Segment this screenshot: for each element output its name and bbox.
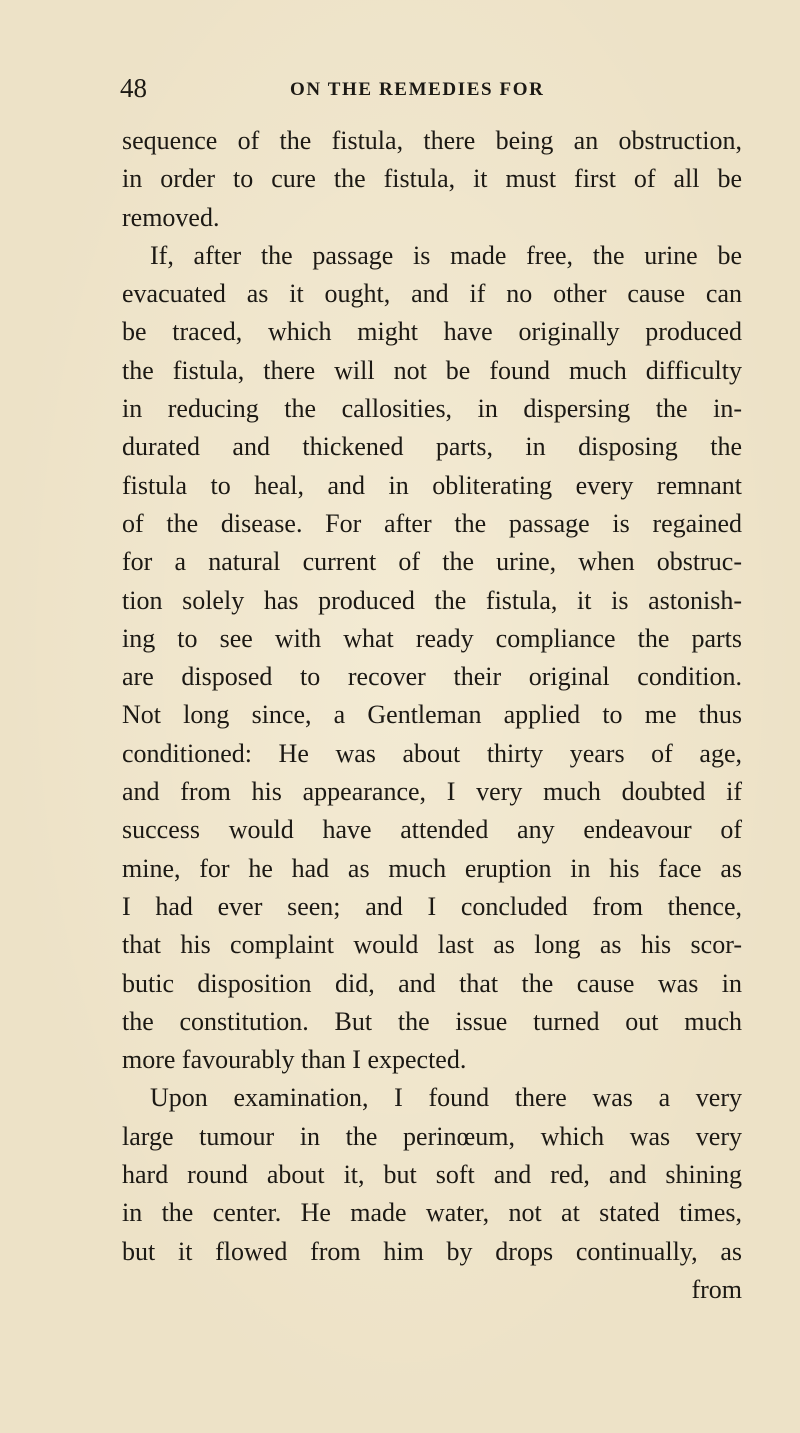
text-line: mine, for he had as much eruption in his face as xyxy=(122,853,742,883)
text-line: tion solely has produced the fistula, it is astonish- xyxy=(122,585,742,615)
text-line: If, after the passage is made free, the urine be xyxy=(150,240,742,270)
text-line: hard round about it, but soft and red, and shining xyxy=(122,1160,742,1190)
running-head xyxy=(120,70,740,106)
text-line: durated and thickened parts, in disposing the xyxy=(122,432,742,462)
text-line: in order to cure the fistula, it must first of all be xyxy=(122,164,742,194)
text-line: for a natural current of the urine, when obstruc- xyxy=(122,547,742,577)
text-line: conditioned: He was about thirty years of age, xyxy=(122,738,742,768)
body-text xyxy=(122,122,742,1309)
text-line: Upon examination, I found there was a very xyxy=(150,1083,742,1113)
text-line: more favourably than I expected. xyxy=(122,1045,467,1075)
text-line: be traced, which might have originally produced xyxy=(122,317,742,347)
text-line: the fistula, there will not be found much difficulty xyxy=(122,355,742,385)
page-number: 48 xyxy=(120,73,147,103)
text-line: ing to see with what ready compliance the parts xyxy=(122,623,742,653)
text-line: success would have attended any endeavour of xyxy=(122,815,742,845)
text-line: removed. xyxy=(122,202,220,232)
text-line: Not long since, a Gentleman applied to me thus xyxy=(122,700,742,730)
text-line: of the disease. For after the passage is regained xyxy=(122,508,742,538)
text-line: and from his appearance, I very much doubted if xyxy=(122,777,742,807)
text-line: the constitution. But the issue turned out much xyxy=(122,1006,742,1036)
text-line: are disposed to recover their original condition. xyxy=(122,662,742,692)
text-line: I had ever seen; and I concluded from thence, xyxy=(122,891,742,921)
text-line: in the center. He made water, not at stated times, xyxy=(122,1198,742,1228)
text-line: sequence of the fistula, there being an obstruction, xyxy=(122,126,742,155)
text-line: evacuated as it ought, and if no other cause can xyxy=(122,279,742,309)
text-line: but it flowed from him by drops continually, as xyxy=(122,1236,742,1266)
running-title: ON THE REMEDIES FOR xyxy=(290,79,545,100)
text-line: butic disposition did, and that the cause was in xyxy=(122,968,742,998)
text-line: large tumour in the perinœum, which was very xyxy=(122,1121,742,1151)
catchword: from xyxy=(691,1274,742,1304)
text-line: in reducing the callosities, in dispersing the in- xyxy=(122,394,742,424)
text-line: that his complaint would last as long as his scor- xyxy=(122,930,742,960)
text-line: fistula to heal, and in obliterating every remnant xyxy=(122,470,742,500)
